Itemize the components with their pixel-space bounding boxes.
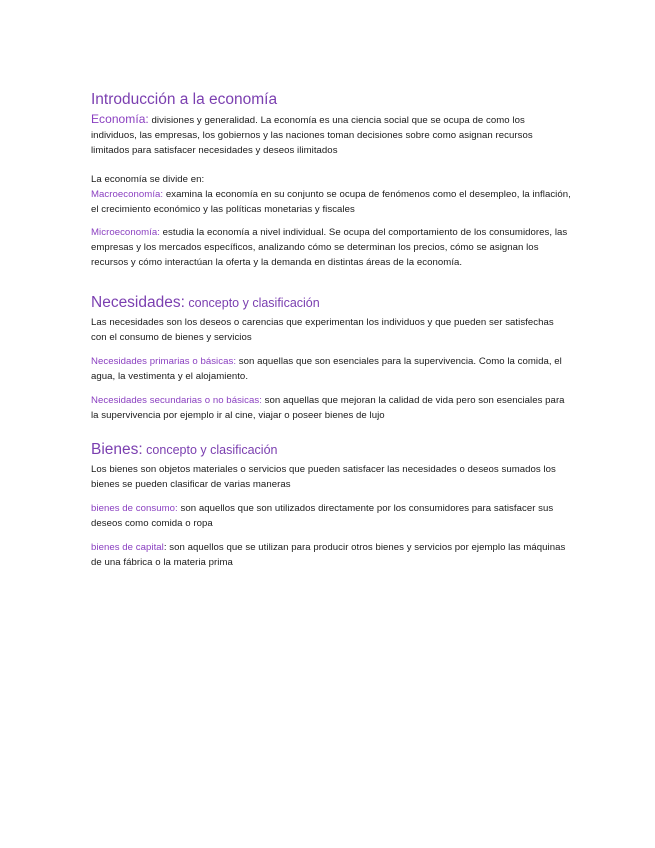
- term-macroeconomia: Macroeconomía:: [91, 189, 164, 200]
- paragraph-divide: La economía se divide en:: [91, 174, 205, 185]
- heading-introduccion: Introducción a la economía: [91, 91, 278, 108]
- term-necesidades-secundarias: Necesidades secundarias o no básicas:: [91, 395, 262, 406]
- term-bienes-consumo: bienes de consumo:: [91, 503, 178, 514]
- paragraph-bienes-intro: Los bienes son objetos materiales o servicios que pueden satisfacer las necesidades o deseos sumados los bienes se pueden clasificar de varias maneras: [91, 464, 556, 490]
- heading-bienes: Bienes: concepto y clasificación: [91, 441, 278, 458]
- term-necesidades-primarias: Necesidades primarias o básicas:: [91, 356, 237, 367]
- paragraph-microeconomia: Microeconomía: estudia la economía a nivel individual. Se ocupa del comportamiento de los consumidores, las empresas y los mercados específicos, analizando cómo se determinan los precios, cómo se asignan los recursos y cómo interactúan la oferta y la demanda en distintas áreas de la economía.: [91, 227, 568, 268]
- term-economia: Economía:: [91, 112, 149, 126]
- paragraph-necesidades-primarias: Necesidades primarias o básicas: son aquellas que son esenciales para la supervivencia. Como la comida, el agua, la vestimenta y el alojamiento.: [91, 356, 562, 382]
- term-microeconomia: Microeconomía:: [91, 227, 160, 238]
- term-bienes-capital: bienes de capital: [91, 542, 164, 553]
- paragraph-necesidades-secundarias: Necesidades secundarias o no básicas: son aquellas que mejoran la calidad de vida pero son esenciales para la supervivencia por ejemplo ir al cine, viajar o poseer bienes de lujo: [91, 395, 565, 421]
- document-content: [91, 90, 571, 570]
- paragraph-bienes-consumo: bienes de consumo: son aquellos que son utilizados directamente por los consumidores para satisfacer sus deseos como comida o ropa: [91, 503, 554, 529]
- paragraph-bienes-capital: bienes de capital: son aquellos que se utilizan para producir otros bienes y servicios por ejemplo las máquinas de una fábrica o la materia prima: [91, 542, 566, 568]
- paragraph-economia: Economía: divisiones y generalidad. La economía es una ciencia social que se ocupa de como los individuos, las empresas, los gobiernos y las naciones toman decisiones sobre como asignan recursos limitados para satisfacer necesidades y deseos ilimitados: [91, 112, 533, 156]
- paragraph-necesidades-intro: Las necesidades son los deseos o carencias que experimentan los individuos y que pueden ser satisfechas con el consumo de bienes y servicios: [91, 317, 554, 343]
- paragraph-macroeconomia: Macroeconomía: examina la economía en su conjunto se ocupa de fenómenos como el desempleo, la inflación, el crecimiento económico y las políticas monetarias y fiscales: [91, 189, 571, 215]
- heading-necesidades: Necesidades: concepto y clasificación: [91, 294, 320, 311]
